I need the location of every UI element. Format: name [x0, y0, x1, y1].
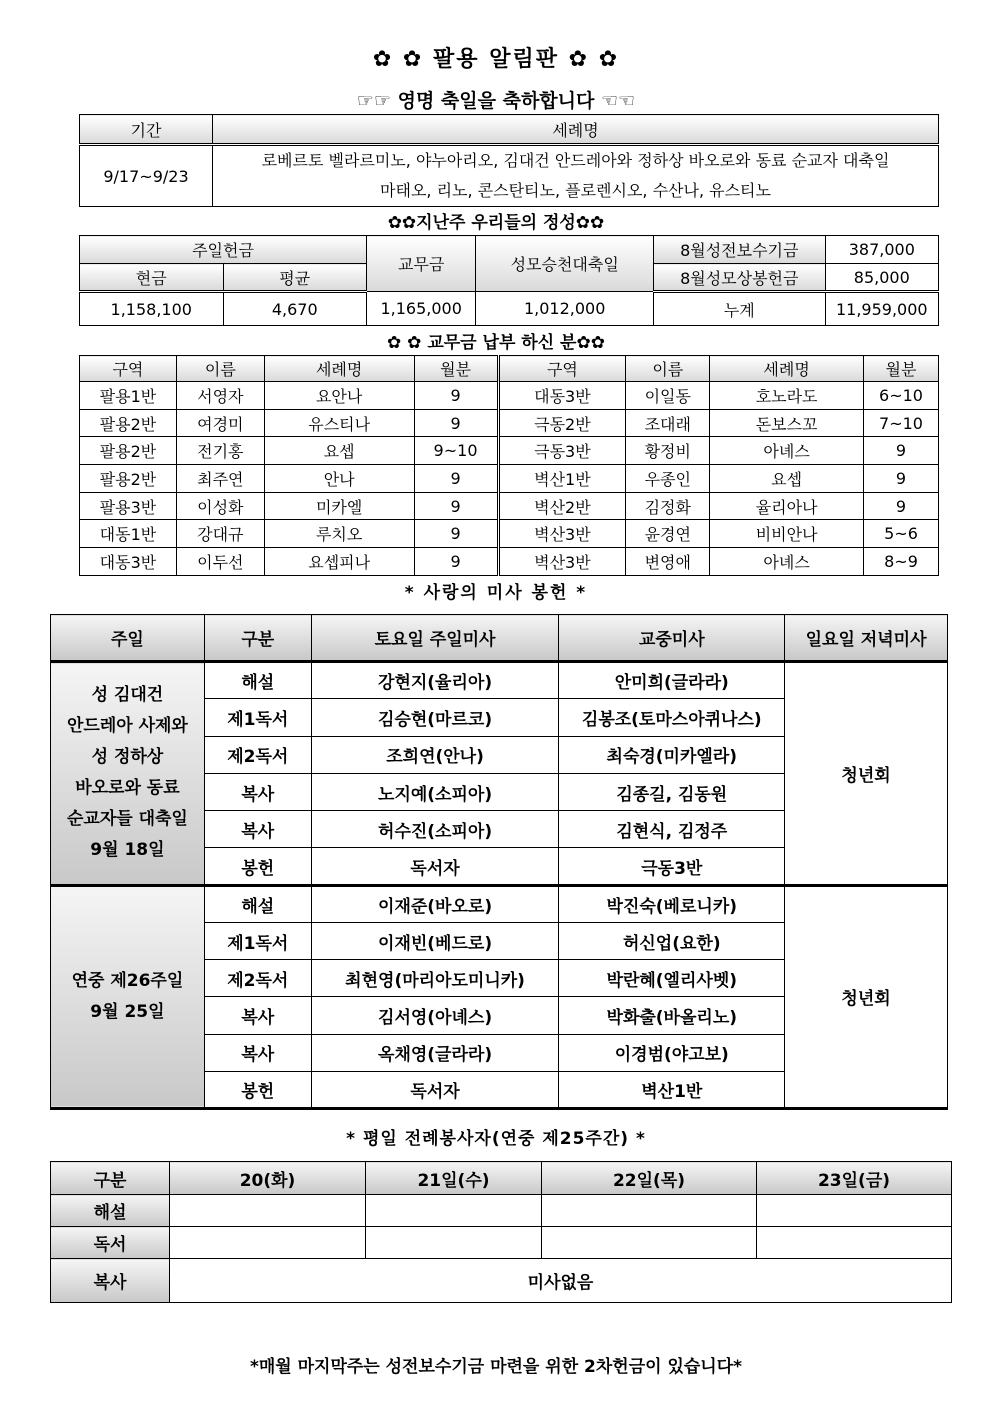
mass-header-cell: 구분	[204, 615, 311, 662]
fund-value: 387,000	[825, 236, 938, 264]
dues-cell: 9	[414, 548, 498, 576]
mass-person-cell: 안미희(글라라)	[559, 662, 785, 699]
mass-person-cell: 박진숙(베로니카)	[559, 885, 785, 922]
dues-cell: 전기홍	[176, 437, 264, 465]
dues-cell: 9	[414, 492, 498, 520]
dues-row	[80, 382, 939, 410]
dues-cell: 이두선	[176, 548, 264, 576]
offering-table	[79, 235, 939, 326]
fund-label: 8월성전보수기금	[653, 236, 825, 264]
dues-table	[79, 355, 939, 576]
mass-role-cell: 복사	[204, 997, 311, 1034]
dues-cell: 벽산3반	[498, 548, 626, 576]
weekday-cell	[170, 1195, 366, 1227]
mass-person-cell: 최숙경(미카엘라)	[559, 736, 785, 773]
weekday-cell	[170, 1227, 366, 1259]
sunday-offering-label: 주일헌금	[80, 236, 367, 264]
mass-row	[51, 885, 948, 922]
dues-cell: 요셉피나	[264, 548, 414, 576]
mass-person-cell: 독서자	[311, 1071, 559, 1108]
dues-heading: ✿ ✿ 교무금 납부 하신 분✿✿	[387, 333, 605, 353]
mass-person-cell: 노지예(소피아)	[311, 773, 559, 810]
mary-label: 8월성모상봉헌금	[653, 264, 825, 292]
mass-role-cell: 제2독서	[204, 736, 311, 773]
dues-cell: 9	[414, 409, 498, 437]
dues-cell: 9	[414, 520, 498, 548]
mass-person-cell: 박화출(바올리노)	[559, 997, 785, 1034]
weekday-row-altar: 복사	[51, 1259, 170, 1303]
dues-cell: 요셉	[710, 465, 864, 493]
evening-mass-cell: 청년회	[785, 885, 948, 1108]
mass-role-cell: 해설	[204, 885, 311, 922]
dues-cell: 루치오	[264, 520, 414, 548]
dues-cell: 이성화	[176, 492, 264, 520]
mass-table	[50, 614, 948, 1110]
sunday-name-line: 9월 18일	[90, 840, 165, 861]
dues-cell: 미카엘	[264, 492, 414, 520]
dues-cell: 벽산3반	[498, 520, 626, 548]
dues-cell: 벽산2반	[498, 492, 626, 520]
weekday-row-reading: 독서	[51, 1227, 170, 1259]
mass-person-cell: 이재준(바오로)	[311, 885, 559, 922]
mass-role-cell: 복사	[204, 811, 311, 848]
dues-header-cell: 이름	[176, 356, 264, 382]
dues-cell: 변영애	[626, 548, 710, 576]
dues-cell: 8~9	[864, 548, 939, 576]
mass-row	[51, 662, 948, 699]
mass-role-cell: 복사	[204, 1034, 311, 1071]
total-label: 누계	[653, 292, 825, 326]
weekday-cell	[542, 1227, 757, 1259]
total-value: 11,959,000	[825, 292, 938, 326]
feast-period: 9/17~9/23	[80, 145, 213, 207]
weekday-cell	[757, 1227, 952, 1259]
dues-cell: 황정비	[626, 437, 710, 465]
dues-cell: 김정화	[626, 492, 710, 520]
cash-label: 현금	[80, 264, 224, 292]
assumption-label: 성모승천대축일	[476, 236, 654, 292]
sunday-name-line: 바오로와 동료	[75, 778, 180, 799]
weekday-table	[50, 1161, 952, 1303]
mass-person-cell: 김종길, 김동원	[559, 773, 785, 810]
mass-role-cell: 봉헌	[204, 848, 311, 885]
evening-mass-cell: 청년회	[785, 662, 948, 886]
mass-role-cell: 제1독서	[204, 699, 311, 736]
dues-cell: 서영자	[176, 382, 264, 410]
dues-cell: 극동2반	[498, 409, 626, 437]
mass-person-cell: 벽산1반	[559, 1071, 785, 1108]
dues-cell: 극동3반	[498, 437, 626, 465]
mass-person-cell: 허수진(소피아)	[311, 811, 559, 848]
mass-person-cell: 김현식, 김정주	[559, 811, 785, 848]
dues-cell: 호노라도	[710, 382, 864, 410]
dues-cell: 우종인	[626, 465, 710, 493]
weekday-col-wed: 21일(수)	[366, 1162, 542, 1195]
mass-header-cell: 교중미사	[559, 615, 785, 662]
mass-person-cell: 강현지(율리아)	[311, 662, 559, 699]
parish-fee-label: 교무금	[367, 236, 476, 292]
mass-person-cell: 최현영(마리아도미니카)	[311, 960, 559, 997]
dues-cell: 팔용1반	[80, 382, 177, 410]
dues-cell: 5~6	[864, 520, 939, 548]
dues-header-cell: 구역	[498, 356, 626, 382]
mass-role-cell: 해설	[204, 662, 311, 699]
sunday-name-cell	[51, 662, 205, 886]
feast-table	[79, 114, 939, 207]
dues-cell: 유스티나	[264, 409, 414, 437]
offering-heading: ✿✿지난주 우리들의 정성✿✿	[387, 213, 605, 233]
dues-header-cell: 구역	[80, 356, 177, 382]
dues-cell: 안나	[264, 465, 414, 493]
dues-cell: 9~10	[414, 437, 498, 465]
dues-cell: 팔용2반	[80, 409, 177, 437]
sunday-name-cell	[51, 885, 205, 1108]
dues-header-cell: 세례명	[710, 356, 864, 382]
dues-cell: 9	[864, 465, 939, 493]
mass-person-cell: 이경범(야고보)	[559, 1034, 785, 1071]
dues-cell: 윤경연	[626, 520, 710, 548]
parish-fee-value: 1,165,000	[367, 292, 476, 326]
weekday-cell	[757, 1195, 952, 1227]
sunday-name-line: 연중 제26주일	[71, 970, 184, 991]
mass-header-cell: 일요일 저녁미사	[785, 615, 948, 662]
dues-cell: 팔용2반	[80, 465, 177, 493]
dues-cell: 9	[864, 437, 939, 465]
mass-person-cell: 조희연(안나)	[311, 736, 559, 773]
mass-role-cell: 복사	[204, 773, 311, 810]
mass-header-cell: 토요일 주일미사	[311, 615, 559, 662]
sunday-name-line: 9월 25일	[90, 1001, 165, 1022]
weekday-cell	[366, 1227, 542, 1259]
dues-cell: 팔용2반	[80, 437, 177, 465]
mass-person-cell: 이재빈(베드로)	[311, 922, 559, 959]
mass-person-cell: 독서자	[311, 848, 559, 885]
dues-header-cell: 월분	[864, 356, 939, 382]
dues-header-cell: 세례명	[264, 356, 414, 382]
dues-cell: 벽산1반	[498, 465, 626, 493]
mass-person-cell: 허신업(요한)	[559, 922, 785, 959]
mass-role-cell: 제2독서	[204, 960, 311, 997]
mass-person-cell: 옥채영(글라라)	[311, 1034, 559, 1071]
mass-person-cell: 박란혜(엘리사벳)	[559, 960, 785, 997]
avg-label: 평균	[223, 264, 367, 292]
dues-row	[80, 520, 939, 548]
dues-cell: 대동1반	[80, 520, 177, 548]
dues-row	[80, 492, 939, 520]
assumption-value: 1,012,000	[476, 292, 654, 326]
mass-role-cell: 봉헌	[204, 1071, 311, 1108]
dues-cell: 요안나	[264, 382, 414, 410]
page-title: ✿ ✿ 팔용 알림판 ✿ ✿	[372, 47, 620, 72]
dues-cell: 여경미	[176, 409, 264, 437]
dues-cell: 7~10	[864, 409, 939, 437]
dues-cell: 돈보스꼬	[710, 409, 864, 437]
sunday-name-line: 순교자들 대축일	[66, 809, 188, 830]
feast-names-line1: 로베르토 벨라르미노, 야누아리오, 김대건 안드레아와 정하상 바오로와 동료 순교자 대축일	[261, 151, 890, 170]
dues-header-cell: 월분	[414, 356, 498, 382]
mass-heading: * 사랑의 미사 봉헌 *	[404, 583, 588, 603]
weekday-row-commentary: 해설	[51, 1195, 170, 1227]
mass-person-cell: 극동3반	[559, 848, 785, 885]
dues-row	[80, 548, 939, 576]
dues-cell: 조대래	[626, 409, 710, 437]
dues-cell: 요셉	[264, 437, 414, 465]
dues-cell: 강대규	[176, 520, 264, 548]
dues-cell: 이일동	[626, 382, 710, 410]
weekday-col-fri: 23일(금)	[757, 1162, 952, 1195]
mass-person-cell: 김서영(아녜스)	[311, 997, 559, 1034]
dues-cell: 9	[414, 382, 498, 410]
dues-row	[80, 465, 939, 493]
feast-heading: ☞☞ 영명 축일을 축하합니다 ☜☜	[356, 90, 636, 112]
avg-value: 4,670	[223, 292, 367, 326]
weekday-heading: * 평일 전례봉사자(연중 제25주간) *	[346, 1129, 646, 1149]
dues-cell: 9	[864, 492, 939, 520]
mass-person-cell: 김봉조(토마스아퀴나스)	[559, 699, 785, 736]
dues-cell: 비비안나	[710, 520, 864, 548]
dues-row	[80, 437, 939, 465]
col-period: 기간	[80, 115, 213, 145]
weekday-col-tue: 20(화)	[170, 1162, 366, 1195]
col-names: 세례명	[213, 115, 939, 145]
weekday-cell	[366, 1195, 542, 1227]
mass-role-cell: 제1독서	[204, 922, 311, 959]
mary-value: 85,000	[825, 264, 938, 292]
dues-cell: 율리아나	[710, 492, 864, 520]
no-mass-cell: 미사없음	[170, 1259, 952, 1303]
weekday-cell	[542, 1195, 757, 1227]
dues-cell: 최주연	[176, 465, 264, 493]
weekday-col-type: 구분	[51, 1162, 170, 1195]
dues-header-cell: 이름	[626, 356, 710, 382]
sunday-name-line: 안드레아 사제와	[66, 716, 188, 737]
sunday-name-line: 성 김대건	[91, 685, 164, 706]
dues-row	[80, 409, 939, 437]
dues-cell: 대동3반	[80, 548, 177, 576]
dues-cell: 대동3반	[498, 382, 626, 410]
weekday-col-thu: 22일(목)	[542, 1162, 757, 1195]
footer-note: *매월 마지막주는 성전보수기금 마련을 위한 2차헌금이 있습니다*	[249, 1357, 743, 1377]
dues-cell: 팔용3반	[80, 492, 177, 520]
dues-cell: 9	[414, 465, 498, 493]
mass-person-cell: 김승현(마르코)	[311, 699, 559, 736]
feast-names-line2: 마태오, 리노, 콘스탄티노, 플로렌시오, 수산나, 유스티노	[380, 181, 771, 200]
cash-value: 1,158,100	[80, 292, 224, 326]
dues-cell: 아녜스	[710, 548, 864, 576]
dues-cell: 6~10	[864, 382, 939, 410]
dues-cell: 아녜스	[710, 437, 864, 465]
sunday-name-line: 성 정하상	[91, 747, 164, 768]
mass-header-cell: 주일	[51, 615, 205, 662]
